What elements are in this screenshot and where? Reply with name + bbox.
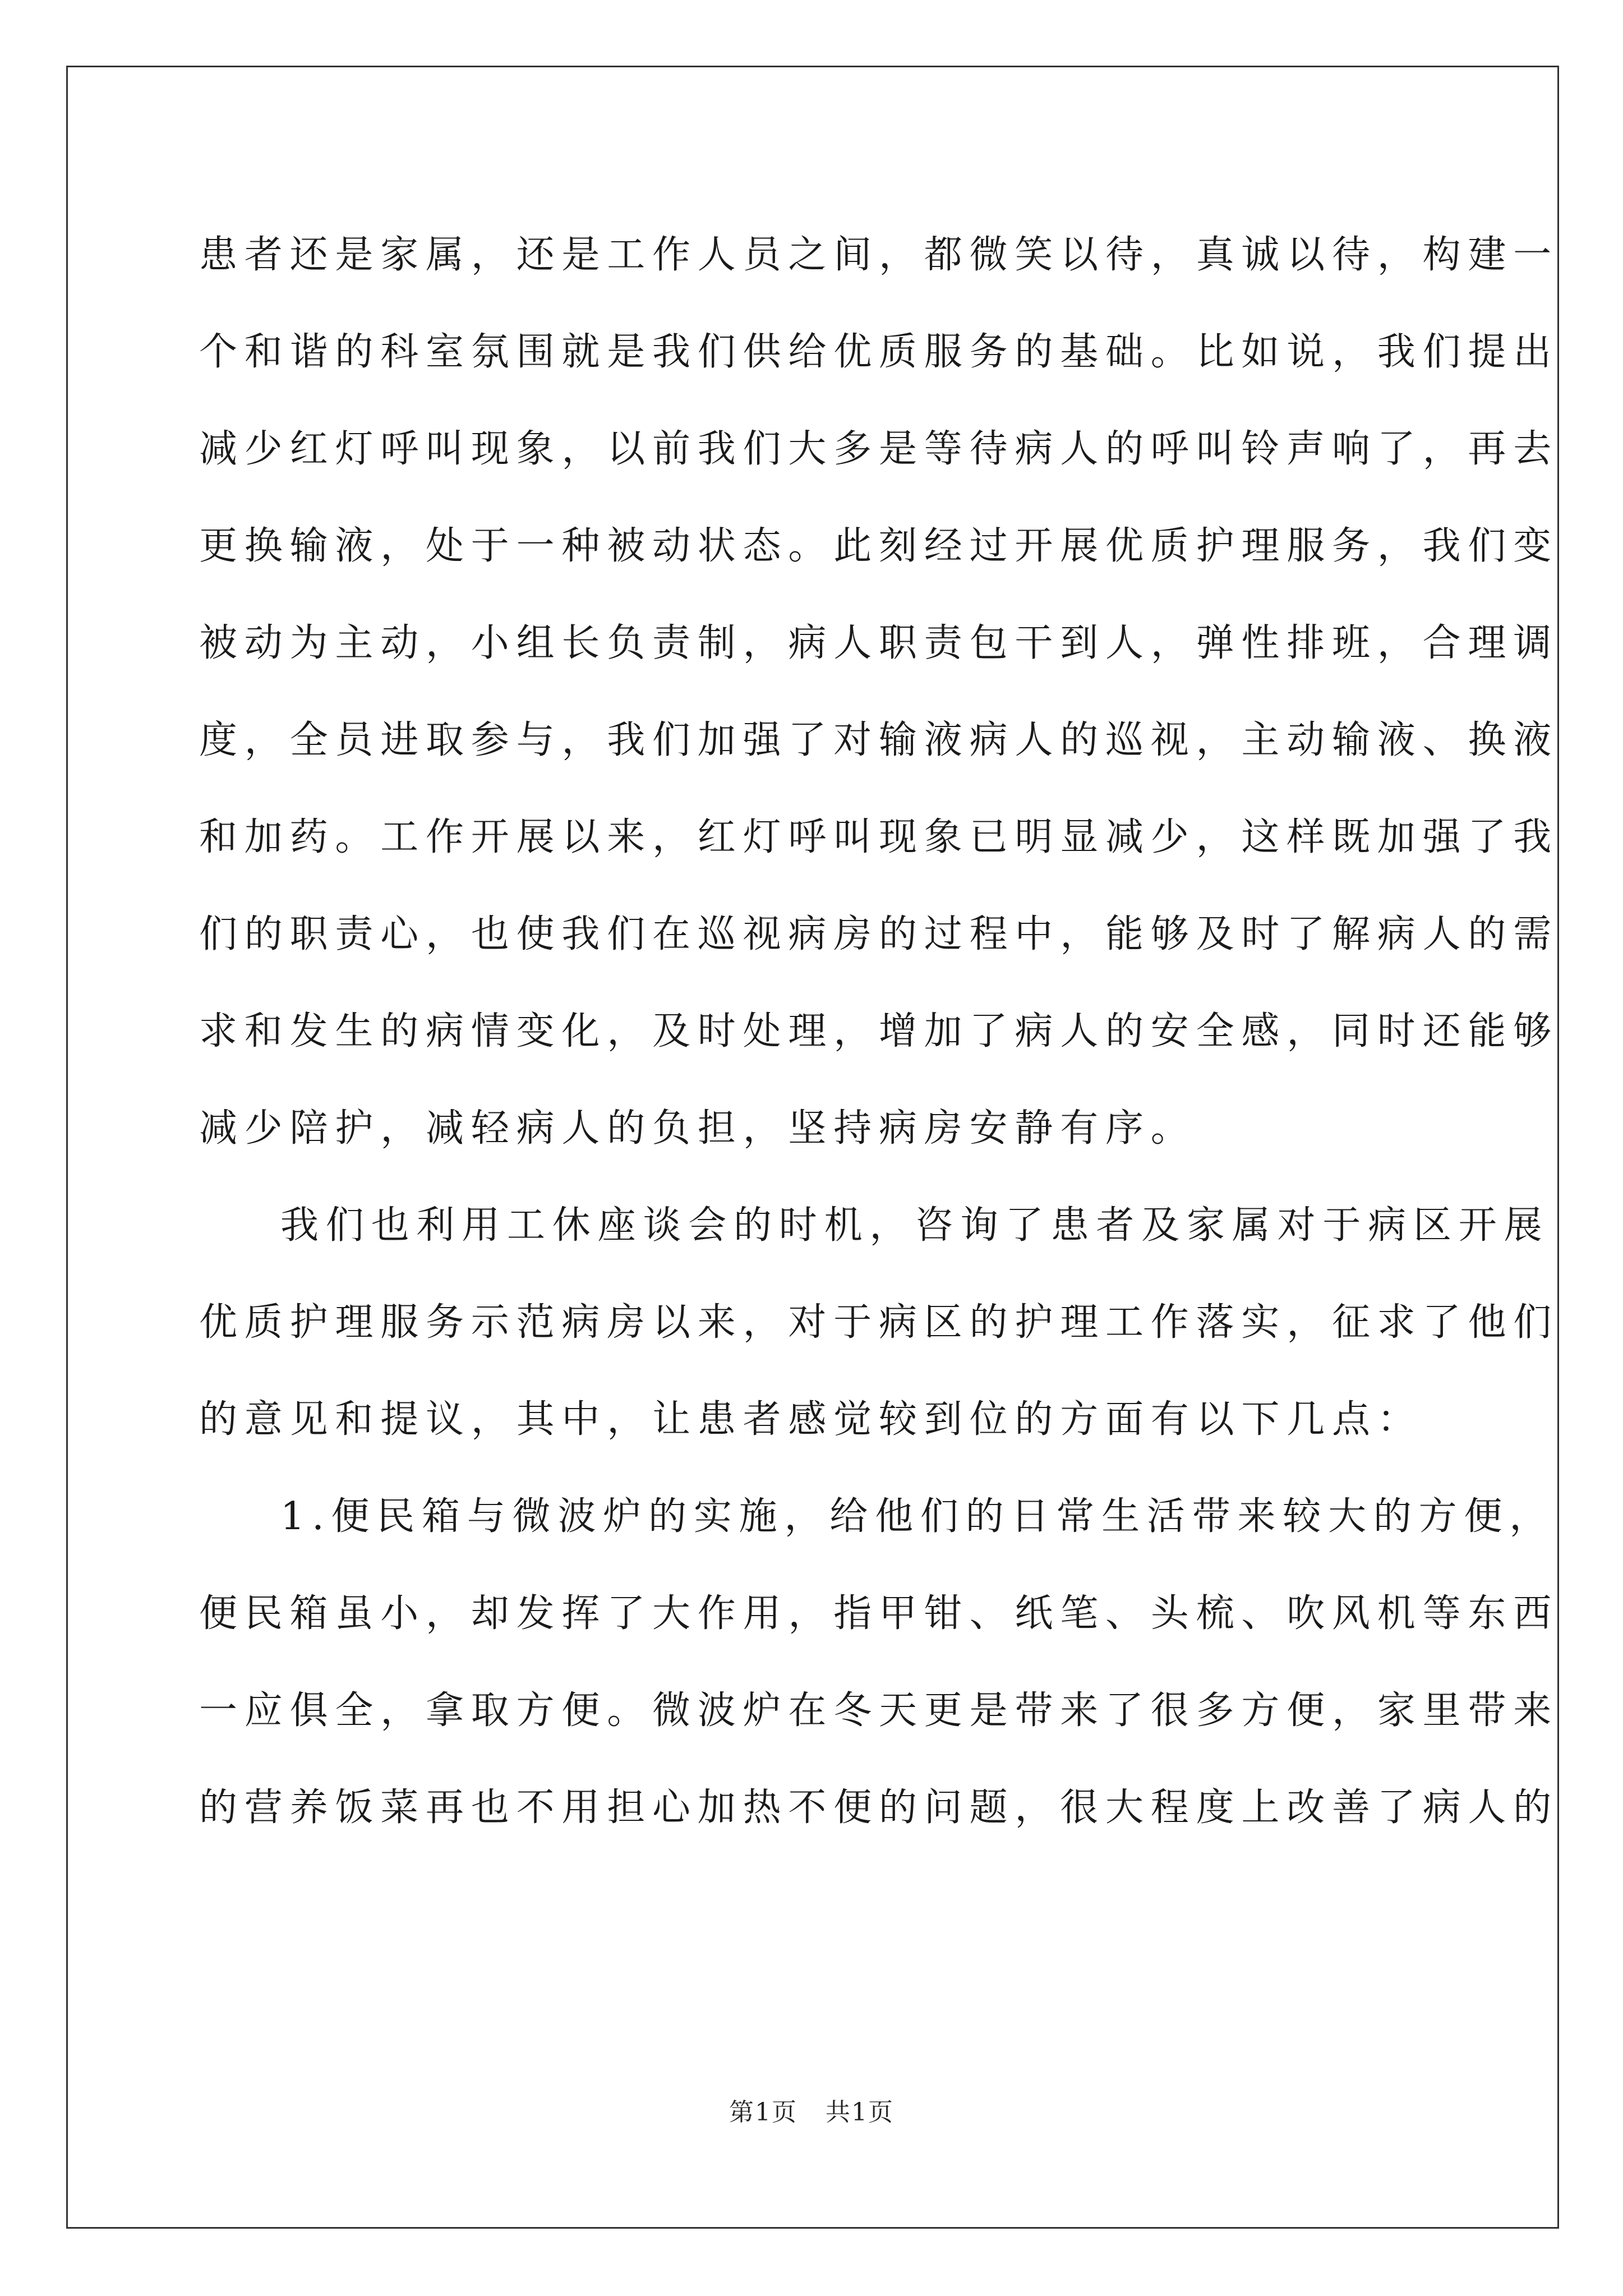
body-line: 度，全员进取参与，我们加强了对输液病人的巡视，主动输液、换液	[199, 718, 1559, 762]
body-line: 患者还是家属，还是工作人员之间，都微笑以待，真诚以待，构建一	[199, 233, 1559, 277]
body-line: 和加药。工作开展以来，红灯呼叫现象已明显减少，这样既加强了我	[199, 815, 1559, 859]
body-line: 减少陪护，减轻病人的负担，坚持病房安静有序。	[199, 1106, 1196, 1151]
body-line: 优质护理服务示范病房以来，对于病区的护理工作落实，征求了他们	[199, 1300, 1559, 1345]
body-line: 一应俱全，拿取方便。微波炉在冬天更是带来了很多方便，家里带来	[199, 1688, 1559, 1733]
body-line: 求和发生的病情变化，及时处理，增加了病人的安全感，同时还能够	[199, 1009, 1559, 1053]
body-line: 我们也利用工休座谈会的时机，咨询了患者及家属对于病区开展	[280, 1203, 1550, 1248]
body-line: 便民箱虽小，却发挥了大作用，指甲钳、纸笔、头梳、吹风机等东西	[199, 1591, 1559, 1636]
page-number-total: 共1页	[826, 2098, 894, 2127]
body-line: 减少红灯呼叫现象，以前我们大多是等待病人的呼叫铃声响了，再去	[199, 427, 1559, 471]
page-footer	[0, 2096, 1623, 2129]
document-body	[199, 206, 1559, 1856]
body-line: 的营养饭菜再也不用担心加热不便的问题，很大程度上改善了病人的	[199, 1786, 1559, 1830]
body-line: 个和谐的科室氛围就是我们供给优质服务的基础。比如说，我们提出	[199, 330, 1559, 374]
body-line: 们的职责心，也使我们在巡视病房的过程中，能够及时了解病人的需	[199, 912, 1559, 956]
body-line: 1.便民箱与微波炉的实施，给他们的日常生活带来较大的方便，	[280, 1494, 1555, 1539]
body-line: 更换输液，处于一种被动状态。此刻经过开展优质护理服务，我们变	[199, 524, 1559, 568]
body-line: 的意见和提议，其中，让患者感觉较到位的方面有以下几点：	[199, 1397, 1423, 1442]
page-number-current: 第1页	[729, 2098, 797, 2127]
body-line: 被动为主动，小组长负责制，病人职责包干到人，弹性排班，合理调	[199, 621, 1559, 665]
